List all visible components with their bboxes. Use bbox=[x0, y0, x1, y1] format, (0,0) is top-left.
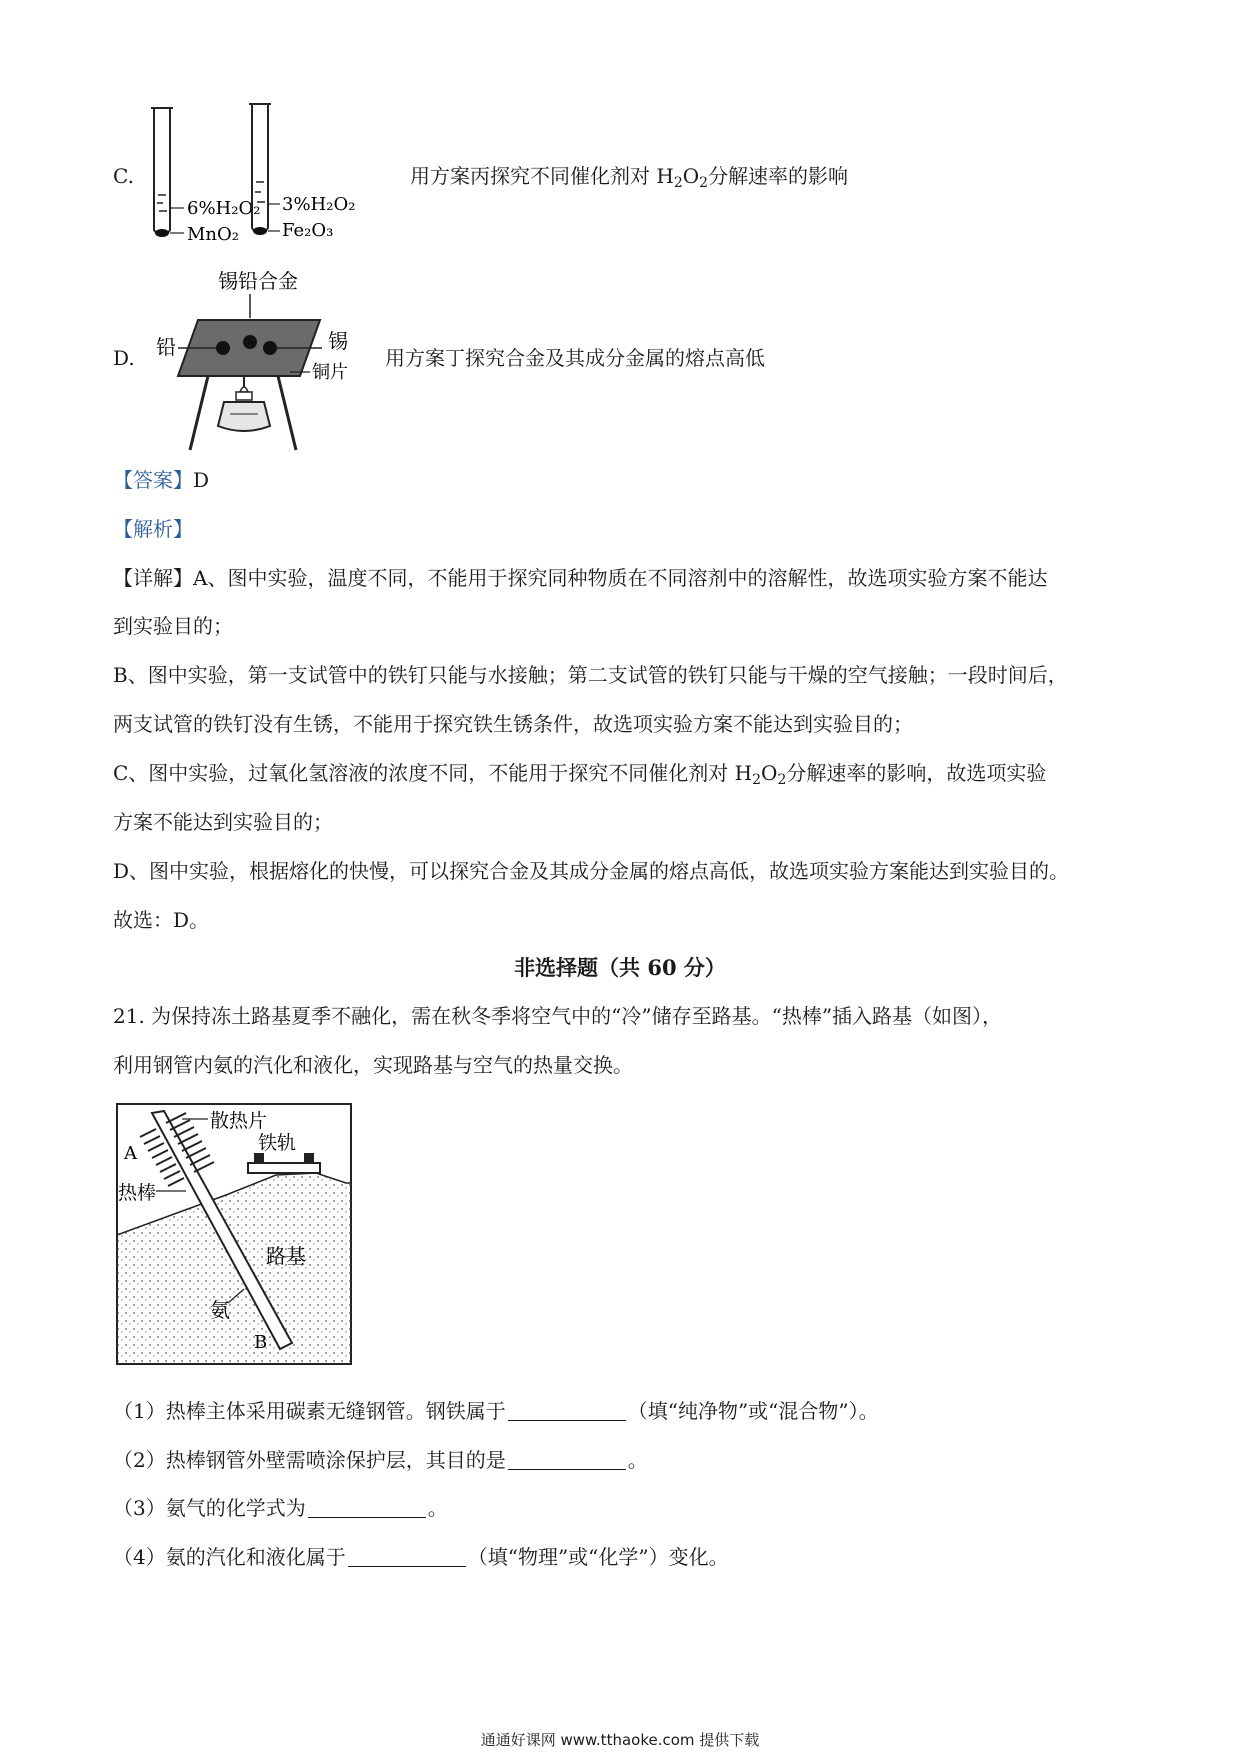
lead-label: 铅 bbox=[156, 335, 176, 359]
answer-blank-4[interactable] bbox=[348, 1546, 466, 1567]
section-heading: 非选择题（共 60 分） bbox=[514, 955, 726, 980]
analysis-label: 【解析】 bbox=[113, 517, 193, 541]
option-d-text: 用方案丁探究合金及其成分金属的熔点高低 bbox=[385, 346, 765, 370]
tube2-catalyst-label: Fe₂O₃ bbox=[282, 220, 334, 241]
option-d-letter: D. bbox=[113, 346, 135, 370]
heat-rod-figure bbox=[116, 1103, 352, 1365]
q21-sub-4 bbox=[113, 1543, 729, 1571]
q21-sub-3-a: （3）氨气的化学式为 bbox=[113, 1496, 306, 1520]
detail-line-6: 方案不能达到实验目的； bbox=[113, 810, 333, 834]
detail-line-5-a: C、图中实验，过氧化氢溶液的浓度不同，不能用于探究不同催化剂对 H bbox=[113, 761, 753, 785]
q21-line-1: 21. 为保持冻土路基夏季不融化，需在秋冬季将空气中的“冷”储存至路基。“热棒”插入路基（如图）， bbox=[113, 1004, 1003, 1028]
q21-sub-2 bbox=[113, 1446, 648, 1474]
alloy-melting-figure bbox=[150, 268, 370, 458]
detail-line-1: 【详解】A、图中实验，温度不同，不能用于探究同种物质在不同溶剂中的溶解性，故选项实验方案不能达 bbox=[113, 566, 1048, 590]
detail-line-4: 两支试管的铁钉没有生锈，不能用于探究铁生锈条件，故选项实验方案不能达到实验目的； bbox=[113, 712, 913, 736]
fins-label: 散热片 bbox=[210, 1110, 268, 1132]
test-tubes-figure bbox=[140, 100, 410, 250]
rail-label: 铁轨 bbox=[258, 1132, 297, 1154]
copper-label: 铜片 bbox=[312, 362, 348, 383]
detail-line-8: 故选：D。 bbox=[113, 908, 210, 932]
tube1-solution-label: 6%H₂O₂ bbox=[187, 198, 261, 219]
q21-sub-1 bbox=[113, 1397, 879, 1425]
tin-label: 锡 bbox=[328, 329, 348, 353]
q21-sub-1-a: （1）热棒主体采用碳素无缝钢管。钢铁属于 bbox=[113, 1399, 506, 1423]
test-tube-1 bbox=[151, 108, 184, 237]
q21-sub-4-a: （4）氨的汽化和液化属于 bbox=[113, 1545, 346, 1569]
option-c-text: 用方案丙探究不同催化剂对 $H_2O_2$分解速率的影响 bbox=[410, 164, 849, 191]
heat-rod-label: 热棒 bbox=[118, 1182, 157, 1204]
answer-blank-2[interactable] bbox=[508, 1449, 626, 1470]
q21-sub-2-a: （2）热棒钢管外壁需喷涂保护层，其目的是 bbox=[113, 1448, 506, 1472]
q21-sub-1-b: （填“纯净物”或“混合物”）。 bbox=[627, 1399, 879, 1423]
option-c-letter: C. bbox=[113, 164, 134, 188]
q21-sub-2-b: 。 bbox=[627, 1448, 648, 1472]
tube2-solution-label: 3%H₂O₂ bbox=[282, 194, 356, 215]
tube1-catalyst-label: MnO₂ bbox=[187, 224, 239, 245]
roadbed-label: 路基 bbox=[266, 1244, 306, 1268]
detail-line-5-c: 分解速率的影响，故选项实验 bbox=[786, 761, 1047, 785]
point-a-label: A bbox=[124, 1143, 137, 1164]
option-c-text-b: O bbox=[682, 164, 700, 188]
answer-value: D bbox=[193, 468, 210, 492]
option-c-text-a: 用方案丙探究不同催化剂对 H bbox=[410, 164, 674, 188]
detail-line-5: C、图中实验，过氧化氢溶液的浓度不同，不能用于探究不同催化剂对 $H_2O_2$分解速率的影响，故选项实验 bbox=[113, 761, 1047, 788]
q21-sub-4-b: （填“物理”或“化学”）变化。 bbox=[467, 1545, 729, 1569]
page-footer: 通通好课网 www.tthaoke.com 提供下载 bbox=[480, 1731, 760, 1749]
detail-line-2: 到实验目的； bbox=[113, 614, 233, 638]
detail-line-7: D、图中实验，根据熔化的快慢，可以探究合金及其成分金属的熔点高低，故选项实验方案能达到实验目的。 bbox=[113, 859, 1070, 883]
ammonia-label: 氨 bbox=[210, 1298, 230, 1322]
answer-label: 【答案】 bbox=[113, 468, 193, 492]
option-c-text-c: 分解速率的影响 bbox=[708, 164, 849, 188]
answer-blank-3[interactable] bbox=[308, 1497, 426, 1518]
point-b-label: B bbox=[254, 1332, 268, 1353]
detail-line-5-b: O bbox=[761, 761, 778, 785]
q21-sub-3 bbox=[113, 1494, 448, 1522]
q21-sub-3-b: 。 bbox=[427, 1496, 448, 1520]
answer-blank-1[interactable] bbox=[508, 1400, 626, 1421]
q21-line-2: 利用钢管内氨的汽化和液化，实现路基与空气的热量交换。 bbox=[113, 1053, 633, 1077]
alloy-label: 锡铅合金 bbox=[218, 269, 298, 293]
detail-line-3: B、图中实验，第一支试管中的铁钉只能与水接触；第二支试管的铁钉只能与干燥的空气接触；一段时间后， bbox=[113, 663, 1068, 687]
answer bbox=[113, 466, 209, 494]
